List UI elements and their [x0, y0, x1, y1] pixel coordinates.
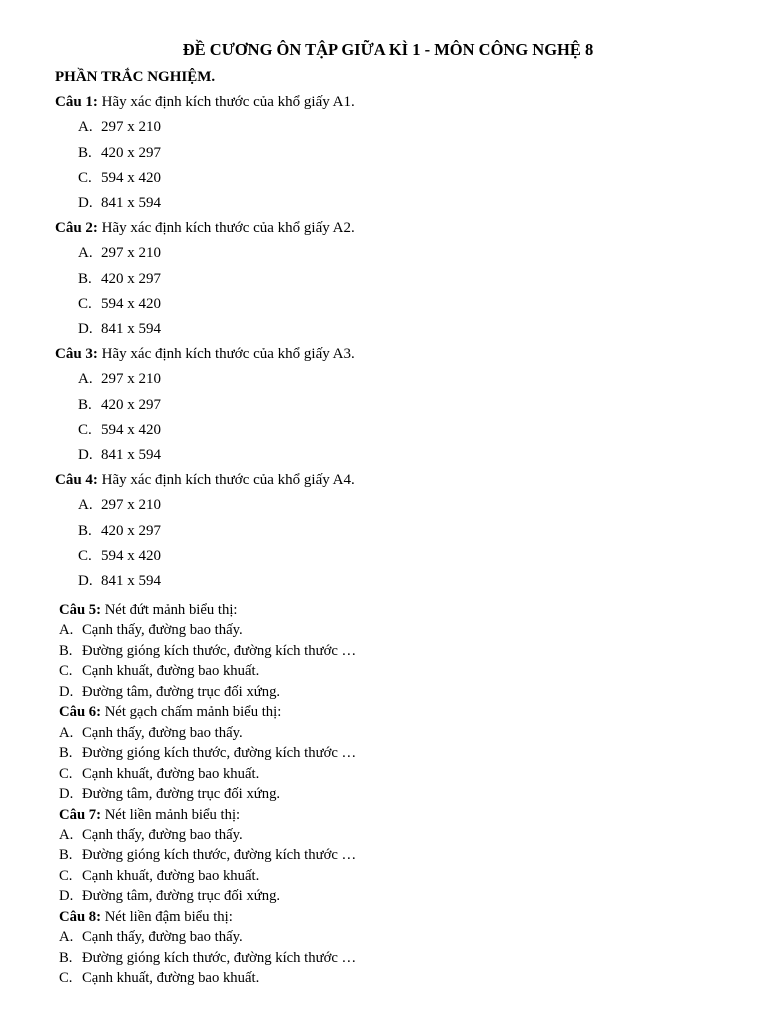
- question-1: [55, 90, 735, 115]
- option-text: Đường tâm, đường trục đối xứng.: [82, 683, 281, 700]
- option-b: [59, 743, 739, 763]
- option-text: Cạnh khuất, đường bao khuất.: [82, 867, 260, 884]
- option-text: Cạnh khuất, đường bao khuất.: [82, 663, 260, 680]
- option-c: [55, 418, 735, 443]
- option-c: [55, 544, 735, 569]
- option-b: [55, 267, 735, 292]
- question-4: [55, 468, 735, 493]
- question-label: Câu 3:: [55, 346, 98, 363]
- question-text: Hãy xác định kích thước của khổ giấy A1.: [101, 94, 355, 111]
- option-letter: A.: [59, 622, 74, 639]
- option-text: 594 x 420: [101, 169, 161, 186]
- option-c: [59, 968, 739, 988]
- option-letter: B.: [59, 745, 73, 762]
- option-letter: A.: [78, 497, 93, 514]
- option-text: 594 x 420: [101, 295, 161, 312]
- option-b: [59, 845, 739, 865]
- questions-section-paper-sizes: [55, 65, 735, 594]
- question-label: Câu 7:: [59, 806, 102, 823]
- option-text: Cạnh thấy, đường bao thấy.: [82, 724, 243, 741]
- option-d: [55, 569, 735, 594]
- option-a: [55, 241, 735, 266]
- option-a: [59, 927, 739, 947]
- question-text: Nét liền mảnh biểu thị:: [104, 806, 241, 823]
- question-5: [59, 600, 739, 620]
- question-text: Hãy xác định kích thước của khổ giấy A2.: [101, 220, 355, 237]
- option-letter: D.: [78, 573, 93, 590]
- document-title: ĐỀ CƯƠNG ÔN TẬP GIỮA KÌ 1 - MÔN CÔNG NGHỆ 8: [182, 40, 594, 59]
- option-text: 594 x 420: [101, 547, 161, 564]
- option-text: Đường gióng kích thước, đường kích thước …: [82, 745, 357, 762]
- questions-section-line-types: [59, 600, 739, 989]
- option-b: [55, 393, 735, 418]
- option-text: 420 x 297: [101, 522, 161, 539]
- option-letter: C.: [78, 421, 92, 438]
- option-letter: C.: [78, 547, 92, 564]
- option-letter: B.: [59, 847, 73, 864]
- option-text: Đường gióng kích thước, đường kích thước …: [82, 642, 357, 659]
- question-text: Nét đứt mảnh biểu thị:: [104, 602, 238, 618]
- option-a: [55, 493, 735, 518]
- option-letter: A.: [78, 245, 93, 262]
- question-label: Câu 8:: [59, 908, 102, 925]
- option-d: [59, 682, 739, 702]
- option-text: Đường tâm, đường trục đối xứng.: [82, 786, 281, 803]
- question-label: Câu 6:: [59, 704, 102, 721]
- section-heading: PHẦN TRẮC NGHIỆM.: [55, 69, 216, 85]
- option-text: 420 x 297: [101, 396, 161, 413]
- question-text: Nét liền đậm biểu thị:: [104, 908, 233, 925]
- option-letter: B.: [59, 642, 73, 659]
- option-b: [59, 641, 739, 661]
- option-text: Cạnh thấy, đường bao thấy.: [82, 929, 243, 946]
- option-letter: B.: [78, 396, 92, 413]
- option-c: [55, 292, 735, 317]
- option-text: 841 x 594: [101, 195, 161, 212]
- option-text: Đường gióng kích thước, đường kích thước …: [82, 847, 357, 864]
- option-text: Đường gióng kích thước, đường kích thước …: [82, 949, 357, 966]
- option-letter: D.: [59, 683, 74, 700]
- question-label: Câu 1:: [55, 94, 98, 111]
- option-a: [59, 620, 739, 640]
- option-letter: D.: [59, 888, 74, 905]
- option-letter: B.: [78, 270, 92, 287]
- option-letter: C.: [59, 867, 73, 884]
- question-3: [55, 342, 735, 367]
- option-letter: A.: [78, 371, 93, 388]
- option-letter: D.: [78, 195, 93, 212]
- option-letter: B.: [78, 522, 92, 539]
- option-text: 297 x 210: [101, 245, 161, 262]
- option-b: [55, 519, 735, 544]
- question-label: Câu 2:: [55, 220, 98, 237]
- option-letter: C.: [78, 169, 92, 186]
- question-text: Hãy xác định kích thước của khổ giấy A4.: [101, 472, 355, 489]
- option-a: [59, 825, 739, 845]
- question-text: Hãy xác định kích thước của khổ giấy A3.: [101, 346, 355, 363]
- option-text: 297 x 210: [101, 371, 161, 388]
- option-c: [59, 661, 739, 681]
- option-text: 594 x 420: [101, 421, 161, 438]
- question-label: Câu 4:: [55, 472, 98, 489]
- option-letter: A.: [59, 929, 74, 946]
- option-b: [59, 948, 739, 968]
- option-letter: A.: [59, 724, 74, 741]
- question-text: Nét gạch chấm mảnh biểu thị:: [104, 704, 282, 721]
- option-d: [59, 784, 739, 804]
- option-text: 297 x 210: [101, 497, 161, 514]
- option-a: [55, 367, 735, 392]
- option-text: 841 x 594: [101, 321, 161, 338]
- option-letter: A.: [59, 826, 74, 843]
- option-d: [55, 443, 735, 468]
- option-text: 420 x 297: [101, 270, 161, 287]
- question-7: [59, 805, 739, 825]
- option-letter: C.: [78, 295, 92, 312]
- option-c: [55, 166, 735, 191]
- option-letter: C.: [59, 970, 73, 987]
- option-text: Đường tâm, đường trục đối xứng.: [82, 888, 281, 905]
- option-d: [59, 886, 739, 906]
- option-letter: C.: [59, 765, 73, 782]
- option-text: Cạnh khuất, đường bao khuất.: [82, 765, 260, 782]
- option-a: [59, 723, 739, 743]
- option-letter: D.: [78, 447, 93, 464]
- option-text: Cạnh thấy, đường bao thấy.: [82, 826, 243, 843]
- question-6: [59, 702, 739, 722]
- option-letter: A.: [78, 119, 93, 136]
- option-text: Cạnh thấy, đường bao thấy.: [82, 622, 243, 639]
- option-letter: D.: [78, 321, 93, 338]
- question-label: Câu 5:: [59, 602, 102, 618]
- question-8: [59, 907, 739, 927]
- option-text: 841 x 594: [101, 573, 161, 590]
- option-text: 841 x 594: [101, 447, 161, 464]
- question-2: [55, 216, 735, 241]
- option-c: [59, 764, 739, 784]
- option-text: 297 x 210: [101, 119, 161, 136]
- option-b: [55, 141, 735, 166]
- option-text: 420 x 297: [101, 144, 161, 161]
- option-letter: D.: [59, 786, 74, 803]
- option-letter: B.: [59, 949, 73, 966]
- option-d: [55, 191, 735, 216]
- option-letter: B.: [78, 144, 92, 161]
- option-a: [55, 115, 735, 140]
- option-letter: C.: [59, 663, 73, 680]
- option-d: [55, 317, 735, 342]
- option-text: Cạnh khuất, đường bao khuất.: [82, 970, 260, 987]
- option-c: [59, 866, 739, 886]
